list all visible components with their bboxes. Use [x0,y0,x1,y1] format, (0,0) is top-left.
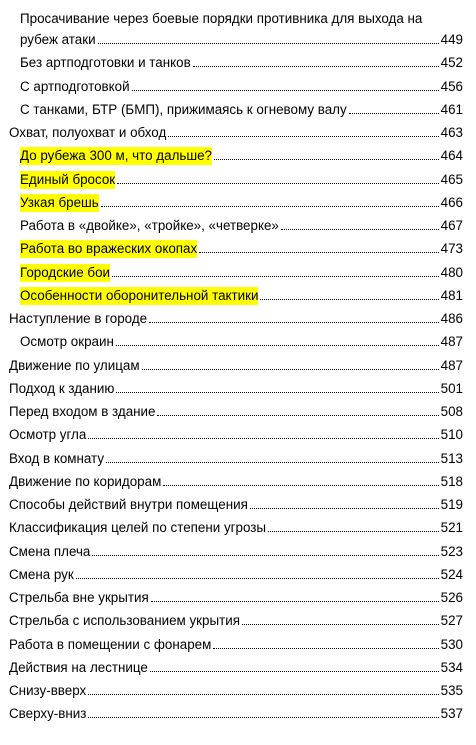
toc-entry-title-highlighted: До рубежа 300 м, что дальше? [20,148,212,164]
dot-leader [260,299,438,300]
toc-page-number: 487 [440,334,463,350]
dot-leader [150,671,439,672]
toc-entry-title: Смена рук [9,566,74,582]
toc-page-number: 534 [440,659,463,675]
toc-entry-title: Движение по улицам [9,357,140,373]
toc-page-number: 508 [440,404,463,419]
toc-entry [0,287,476,309]
toc-entry-title: Перед входом в здание [9,404,156,419]
toc-page-number: 527 [440,613,463,629]
toc-entry [0,403,476,425]
toc-entry-title-highlighted: Единый бросок [20,171,116,187]
dot-leader [199,252,438,253]
toc-page-number: 530 [440,636,463,652]
toc-entry [0,612,476,634]
toc-entry [0,333,476,355]
toc-entry [0,566,476,588]
toc-entry [0,171,476,193]
toc-entry [0,357,476,379]
toc-entry-title: Подход к зданию [9,380,115,396]
toc-page-number: 463 [440,125,463,140]
toc-entry-title: Сверху-вниз [9,706,87,722]
toc-entry-title-highlighted: Узкая брешь [20,194,99,210]
toc-page-number: 510 [440,427,463,443]
toc-entry-title-highlighted: Особенности оборонительной тактики [20,287,259,303]
dot-leader [349,113,439,114]
toc-entry-title: Стрельба с использованием укрытия [9,613,240,629]
toc-entry-title: Работа в помещении с фонарем [9,636,212,652]
toc-page-number: 473 [440,241,463,257]
toc-entry [0,101,476,123]
dot-leader [112,276,439,277]
toc-page-number: 519 [440,497,463,512]
dot-leader [168,136,438,137]
toc-page-number: 535 [440,683,463,698]
toc-page-number: 521 [440,520,463,536]
toc-page-number: 501 [440,380,463,396]
toc-page-number: 480 [440,264,463,280]
toc-entry [0,54,476,76]
toc-entry [0,496,476,518]
toc-entry [0,589,476,611]
toc-entry [0,147,476,169]
toc-entry-title: Наступление в городе [9,311,148,326]
dot-leader [88,438,438,439]
toc-entry-title: Действия на лестнице [9,659,148,675]
toc-entry-title-highlighted: Работа во вражеских окопах [20,241,198,257]
toc-entry-title: Движение по коридорам [9,473,162,489]
toc-entry-title: Способы действий внутри помещения [9,497,248,512]
dot-leader [106,462,439,463]
toc-entry-title: Классификация целей по степени угрозы [9,520,267,536]
dot-leader [213,648,438,649]
toc-entry [0,240,476,262]
dot-leader [149,322,439,323]
toc-entry [0,217,476,239]
toc-entry [0,124,476,146]
toc-entry-title: Смена плеча [9,543,91,559]
dot-leader [116,345,439,346]
toc-page-number: 481 [440,287,463,303]
toc-entry [0,264,476,286]
toc-page-number: 449 [440,32,463,47]
toc-entry [0,682,476,704]
dot-leader [101,206,439,207]
toc-entry-title: Охват, полуохват и обход [9,125,167,140]
dot-leader [157,415,438,416]
toc-entry [0,705,476,727]
toc-page-number: 465 [440,171,463,187]
dot-leader [250,508,439,509]
toc-entry [0,659,476,681]
dot-leader [92,555,438,556]
dot-leader [116,392,438,393]
toc-entry [0,31,476,53]
dot-leader [268,531,439,532]
toc-entry-title: Осмотр окраин [20,334,114,350]
toc-entry-title: Снизу-вверх [9,683,87,698]
toc-page-number: 456 [440,78,463,94]
toc-entry [0,380,476,402]
toc-entry [0,473,476,495]
dot-leader [76,578,439,579]
toc-page-number: 537 [440,706,463,722]
toc-entry [0,194,476,216]
toc-entry-title: С артподготовкой [20,78,130,94]
dot-leader [88,717,438,718]
toc-page-number: 518 [440,473,463,489]
dot-leader [98,43,439,44]
toc-entry-title: Стрельба вне укрытия [9,590,149,605]
toc-entry [0,310,476,332]
toc-page-number: 524 [440,566,463,582]
toc-page-number: 513 [440,450,463,466]
toc-entry [0,426,476,448]
toc-entry [0,78,476,100]
toc-entry-title: Осмотр угла [9,427,87,443]
toc-page-number: 466 [440,194,463,210]
dot-leader [88,694,438,695]
dot-leader [163,485,438,486]
toc-page-number: 452 [440,55,463,71]
dot-leader [242,624,439,625]
toc-entry-title-highlighted: Городские бои [20,264,111,280]
toc-entry-title-line: Просачивание через боевые порядки противника для выхода на [20,11,423,26]
dot-leader [132,90,439,91]
dot-leader [193,66,439,67]
toc-entry [0,450,476,472]
dot-leader [151,601,439,602]
toc-page-number: 486 [440,311,463,326]
toc-page-number: 467 [440,218,463,233]
toc-entry [0,543,476,565]
toc-page-number: 464 [440,148,463,164]
toc-page-number: 523 [440,543,463,559]
toc-page-number: 526 [440,590,463,605]
dot-leader [117,183,438,184]
toc-entry [0,636,476,658]
dot-leader [142,369,439,370]
dot-leader [214,159,439,160]
toc-entry-title: Вход в комнату [9,450,105,466]
toc-entry-title: С танками, БТР (БМП), прижимаясь к огневому валу [20,101,347,117]
toc-page-number: 461 [440,101,463,117]
dot-leader [281,229,439,230]
toc-entry-title: рубеж атаки [20,32,96,47]
toc-entry-title: Без артподготовки и танков [20,55,191,71]
toc-entry [0,519,476,541]
toc-entry-title: Работа в «двойке», «тройке», «четверке» [20,218,279,233]
toc-page-number: 487 [440,357,463,373]
